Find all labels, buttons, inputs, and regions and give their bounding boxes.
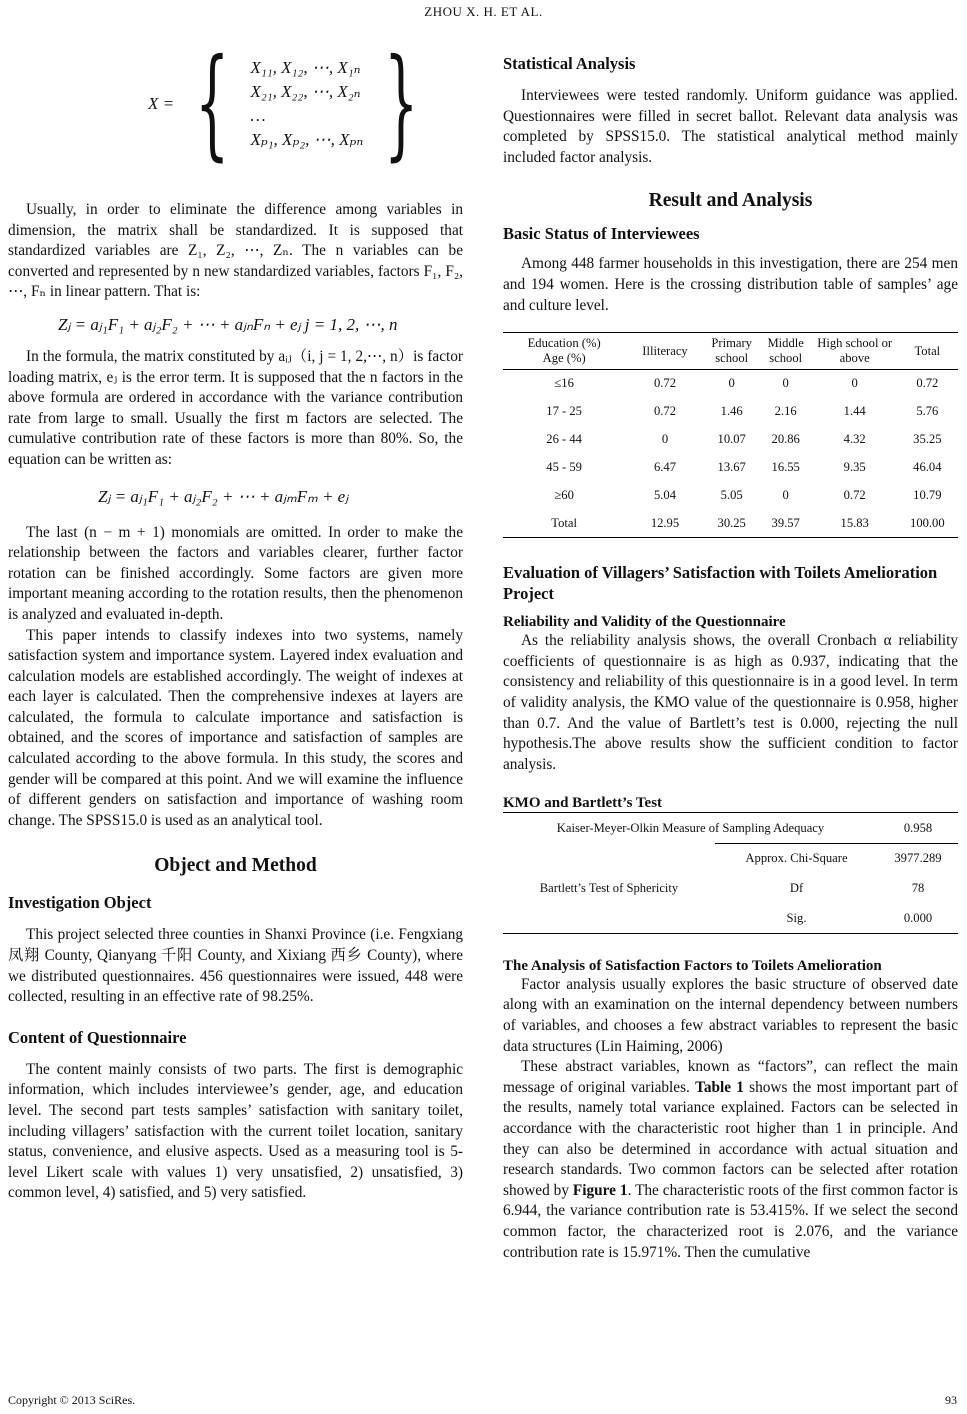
paragraph: The content mainly consists of two parts. The first is demographic information, which includes interviewee’s gender, age, and education level. The second part tests samples’ satisfaction with sanitary toilet, including villagers’ satisfaction with the current toilet location, sanitary status, convenience, and elusive aspects. Used as a measuring tool is 5-level Likert scale with values 1) very unsatisfied, 2) unsatisfied, 3) common level, 4) satisfied, and 5) very satisfied. <box>8 1060 463 1202</box>
right-brace: } <box>384 34 419 173</box>
kmo-value: 0.958 <box>903 820 933 835</box>
table-row: ≤16 0.72 0 0 0 0.72 <box>554 376 939 391</box>
table-header-cell: Primary school <box>711 336 752 366</box>
paragraph: As the reliability analysis shows, the overall Cronbach α reliability coefficients of questionnaire is as high as 0.937, indicating that the consistency and reliability of this questionnaire is in a good level. In term of validity analysis, the KMO value of the questionnaire is 0.958, higher than 0.7. And the value of Bartlett’s test is 0.000, rejecting the null hypothesis.The above results show the sufficient condition to factor analysis. <box>503 632 958 773</box>
table-row: 45 - 59 6.47 13.67 16.55 9.35 46.04 <box>546 460 942 475</box>
section-heading: Result and Analysis <box>648 190 813 212</box>
paragraph: This paper intends to classify indexes into two systems, namely satisfaction system and importance system. Layered index evaluation and calculation models are established accordingly. The weight of indexes at each layer is calculated. Then the comprehensive indexes at layers are calculated, the formula to calculate importance and satisfaction is obtained, and the scores of importance and satisfaction of samples are calculated according to the above formula. In this study, the scores and gender will be compared at this point. And we will examine the influence of different genders on satisfaction and importance of washing room change. The SPSS15.0 is used as an analytical tool. <box>8 626 463 829</box>
table-header-cell: Middle school <box>767 336 804 366</box>
paragraph: The last (n − m + 1) monomials are omitted. In order to make the relationship between the factors and variables clearer, further factor rotation can be finished accordingly. Some factors are given more important meaning according to the rotation results, then the phenomenon is analyzed and evaluated in-depth. <box>8 523 463 623</box>
left-brace: { <box>195 34 230 173</box>
figure-reference: Figure 1 <box>572 1181 628 1199</box>
table-header-row <box>503 333 958 370</box>
matrix-lhs: X = <box>148 94 175 113</box>
table-row: 26 - 44 0 10.07 20.86 4.32 35.25 <box>546 432 942 447</box>
subsection-heading: Investigation Object <box>8 893 152 913</box>
page-number: 93 <box>945 1393 957 1407</box>
table-row: ≥60 5.04 5.05 0 0.72 10.79 <box>554 488 942 503</box>
matrix-row: X₂₁, X₂₂, ⋯, X₂ₙ <box>250 82 361 101</box>
table-row <box>503 813 958 843</box>
kmo-table-title: KMO and Bartlett’s Test <box>503 795 958 813</box>
table-row: 17 - 25 0.72 1.46 2.16 1.44 5.76 <box>546 404 939 419</box>
matrix-equation <box>148 30 463 178</box>
section-heading: Object and Method <box>154 855 317 877</box>
table-row: Total 12.95 30.25 39.57 15.83 100.00 <box>503 510 958 538</box>
kmo-label: Kaiser-Meyer-Olkin Measure of Sampling Adequacy <box>556 820 825 835</box>
equation-1: Zⱼ = aⱼ₁F₁ + aⱼ₂F₂ + ⋯ + aⱼₙFₙ + eⱼ j = 1, 2, ⋯, n <box>58 314 398 334</box>
paragraph: These abstract variables, known as “factors”, can reflect the main message of original variables. Table 1 shows the most important part of the results, namely total variance explained. Factors can be selected in accordance with the characteristic root higher than 1 in principle. And they can also be determined in accordance with actual situation and research standards. Two common factors can be selected after rotation showed by Figure 1. The characteristic roots of the first common factor is 6.944, the variance contribution rate is 53.415%. If we select the second common factor, the characterized root is 2.076, and the variance contribution rate is 15.971%. Then the cumulative <box>503 1058 958 1261</box>
subsubsection-heading: The Analysis of Satisfaction Factors to Toilets Amelioration <box>503 957 882 974</box>
matrix-rows <box>250 58 363 150</box>
matrix-row: X₁₁, X₁₂, ⋯, X₁ₙ <box>250 58 361 77</box>
paragraph: Factor analysis usually explores the basic structure of observed date along with an examination on the internal dependency between numbers of variables, and chooses a few abstract variables to represent the basic data structures (Lin Haiming, 2006) <box>503 975 958 1055</box>
paragraph: This project selected three counties in Shanxi Province (i.e. Fengxiang 凤翔 County, Qianyang 千阳 County, and Xixiang 西乡 County), where we distributed questionnaires. 456 questionnaires were issued, 448 were collected, resulting in an effective rate of 98.25%. <box>8 926 463 1006</box>
table-header-cell: High school or above <box>817 336 893 366</box>
equation-2: Zⱼ = aⱼ₁F₁ + aⱼ₂F₂ + ⋯ + aⱼₘFₘ + eⱼ <box>98 486 349 506</box>
footer-copyright: Copyright © 2013 SciRes. <box>8 1393 136 1407</box>
subsubsection-heading: Reliability and Validity of the Questionnaire <box>503 614 786 631</box>
paragraph: Usually, in order to eliminate the difference among variables in dimension, the matrix shall be standardized. It is supposed that standardized variables are Z₁, Z₂, ⋯, Zₙ. The n variables can be converted and represented by n new standardized variables, factors F₁, F₂, ⋯, Fₙ in linear pattern. That is: <box>8 201 463 301</box>
subsection-heading: Statistical Analysis <box>503 54 636 73</box>
table-corner: Education (%) Age (%) <box>527 336 601 366</box>
age-education-table <box>503 332 958 538</box>
table-row: Bartlett’s Test of Sphericity Approx. Chi-Square 3977.289 <box>503 843 958 873</box>
table-reference: Table 1 <box>695 1078 744 1096</box>
paragraph: In the formula, the matrix constituted by aᵢⱼ（i, j = 1, 2,⋯, n）is factor loading matrix, eⱼ is the error term. It is supposed that the n factors in the above formula are ordered in accordance with the variance contribution rate from large to small. Usually the first m factors are selected. The cumulative contribution rate of these factors is more than 80%. So, the equation can be written as: <box>8 347 463 468</box>
matrix-row: … <box>250 106 266 125</box>
table-header-cell: Total <box>914 343 941 358</box>
paragraph: Interviewees were tested randomly. Uniform guidance was applied. Questionnaires were filled in secret ballot. Relevant data analysis was completed by SPSS15.0. The statistical analytical method mainly included factor analysis. <box>503 87 958 166</box>
subsection-heading: Content of Questionnaire <box>8 1027 187 1047</box>
bartlett-label: Bartlett’s Test of Sphericity <box>503 843 715 933</box>
right-column <box>503 30 958 1263</box>
left-column <box>8 30 463 1204</box>
paragraph: Among 448 farmer households in this investigation, there are 254 men and 194 women. Here is the crossing distribution table of samples’ age and culture level. <box>503 255 958 314</box>
table-header-cell: Illiteracy <box>642 343 688 358</box>
subsection-heading: Evaluation of Villagers’ Satisfaction with Toilets Amelioration Project <box>503 563 938 604</box>
table-row: Sig. 0.000 <box>503 903 958 933</box>
table-row: Df 78 <box>789 880 925 895</box>
subsection-heading: Basic Status of Interviewees <box>503 224 700 244</box>
matrix-row: Xₚ₁, Xₚ₂, ⋯, Xₚₙ <box>250 130 364 149</box>
kmo-table <box>503 813 958 934</box>
running-header: ZHOU X. H. ET AL. <box>424 4 543 19</box>
